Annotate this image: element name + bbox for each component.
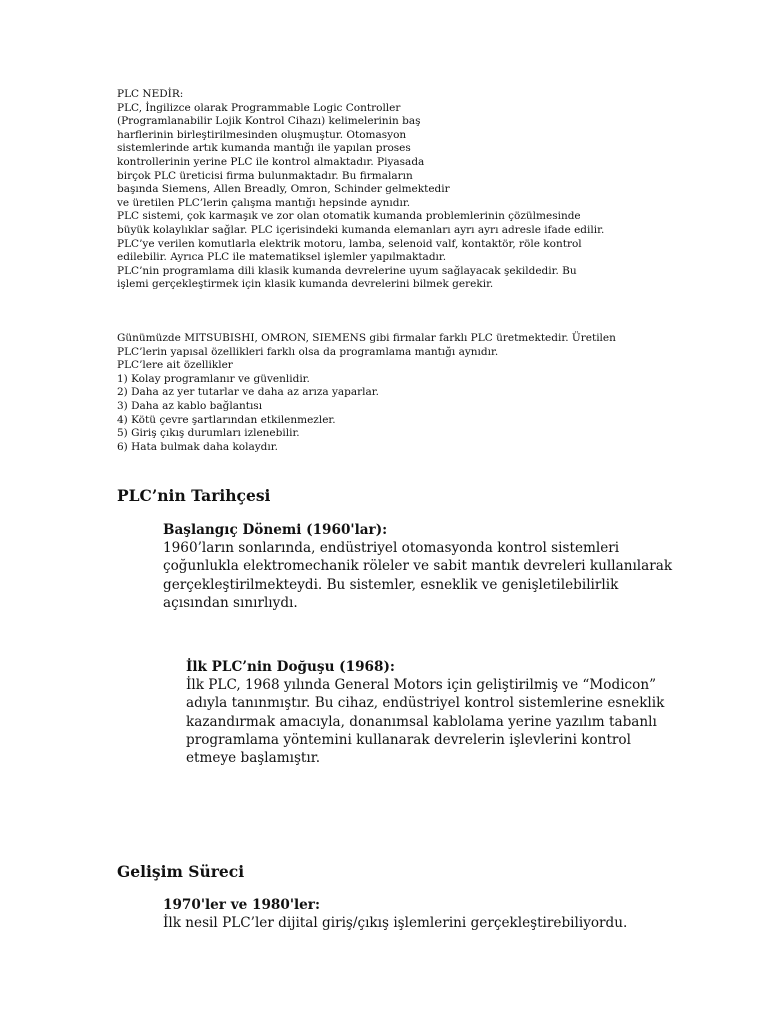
text-line: adıyla tanınmıştır. Bu cihaz, endüstriyel kontrol sistemlerine esneklik xyxy=(186,695,665,712)
text-line: birçok PLC üreticisi firma bulunmaktadır. Bu firmaların xyxy=(117,169,413,182)
text-line: 6) Hata bulmak daha kolaydır. xyxy=(117,440,278,453)
text-line: etmeye başlamıştır. xyxy=(186,750,321,767)
text-line: kazandırmak amacıyla, donanımsal kablolama yerine yazılım tabanlı xyxy=(186,713,657,730)
intro-paragraph xyxy=(117,88,757,292)
development-heading: Gelişim Süreci xyxy=(117,862,245,881)
text-line: PLC, İngilizce olarak Programmable Logic Controller xyxy=(117,101,401,114)
text-line: 4) Kötü çevre şartlarından etkilenmezler. xyxy=(117,413,336,426)
text-line: 3) Daha az kablo bağlantısı xyxy=(117,399,263,412)
features-paragraph xyxy=(117,332,757,454)
text-line: çoğunlukla elektromechanik röleler ve sabit mantık devreleri kullanılarak xyxy=(163,558,673,575)
text-line: 1960’ların sonlarında, endüstriyel otomasyonda kontrol sistemleri xyxy=(163,540,620,557)
text-line: başında Siemens, Allen Breadly, Omron, Schinder gelmektedir xyxy=(117,183,450,196)
early-period-title: Başlangıç Dönemi (1960'lar): xyxy=(163,522,388,538)
text-line: büyük kolaylıklar sağlar. PLC içerisindeki kumanda elemanları ayrı ayrı adresle ifade edilir. xyxy=(117,223,605,236)
text-line: edilebilir. Ayrıca PLC ile matematiksel işlemler yapılmaktadır. xyxy=(117,251,447,264)
text-line: PLC’lerin yapısal özellikleri farklı olsa da programlama mantığı aynıdır. xyxy=(117,345,499,358)
text-line: 2) Daha az yer tutarlar ve daha az arıza yaparlar. xyxy=(117,386,379,399)
text-line: ve üretilen PLC’lerin çalışma mantığı hepsinde aynıdır. xyxy=(117,196,411,209)
text-line: PLC’nin programlama dili klasik kumanda devrelerine uyum sağlayacak şekildedir. Bu xyxy=(117,264,577,277)
text-line: kontrollerinin yerine PLC ile kontrol almaktadır. Piyasada xyxy=(117,155,425,168)
decade-section xyxy=(163,896,723,932)
text-line: İlk nesil PLC’ler dijital giriş/çıkış işlemlerini gerçekleştirebiliyordu. xyxy=(163,915,628,932)
text-line: sistemlerinde artık kumanda mantığı ile yapılan proses xyxy=(117,142,411,155)
history-heading: PLC’nin Tarihçesi xyxy=(117,486,271,505)
text-line: açısından sınırlıydı. xyxy=(163,594,298,611)
first-plc-title: İlk PLC’nin Doğuşu (1968): xyxy=(186,659,395,675)
text-line: programlama yöntemini kullanarak devrelerin işlevlerini kontrol xyxy=(186,731,631,748)
text-line: PLC’lere ait özellikler xyxy=(117,359,233,372)
text-line: İlk PLC, 1968 yılında General Motors için geliştirilmiş ve “Modicon” xyxy=(186,677,657,694)
early-period-section xyxy=(163,521,723,612)
text-line: PLC sistemi, çok karmaşık ve zor olan otomatik kumanda problemlerinin çözülmesinde xyxy=(117,210,581,223)
decade-title: 1970'ler ve 1980'ler: xyxy=(163,897,320,913)
text-line: Günümüzde MITSUBISHI, OMRON, SIEMENS gibi firmalar farklı PLC üretmektedir. Üretilen xyxy=(117,332,616,344)
first-plc-section xyxy=(186,658,746,767)
text-line: gerçekleştirilmekteydi. Bu sistemler, esneklik ve genişletilebilirlik xyxy=(163,576,619,593)
text-line: 5) Giriş çıkış durumları izlenebilir. xyxy=(117,427,300,440)
text-line: harflerinin birleştirilmesinden oluşmuştur. Otomasyon xyxy=(117,128,407,141)
text-line: işlemi gerçekleştirmek için klasik kumanda devrelerini bilmek gerekir. xyxy=(117,278,494,291)
text-line: 1) Kolay programlanır ve güvenlidir. xyxy=(117,372,310,385)
text-line: PLC NEDİR: xyxy=(117,88,184,100)
text-line: PLC’ye verilen komutlarla elektrik motoru, lamba, selenoid valf, kontaktör, röle kontrol xyxy=(117,237,582,250)
text-line: (Programlanabilir Lojik Kontrol Cihazı) kelimelerinin baş xyxy=(117,115,421,128)
